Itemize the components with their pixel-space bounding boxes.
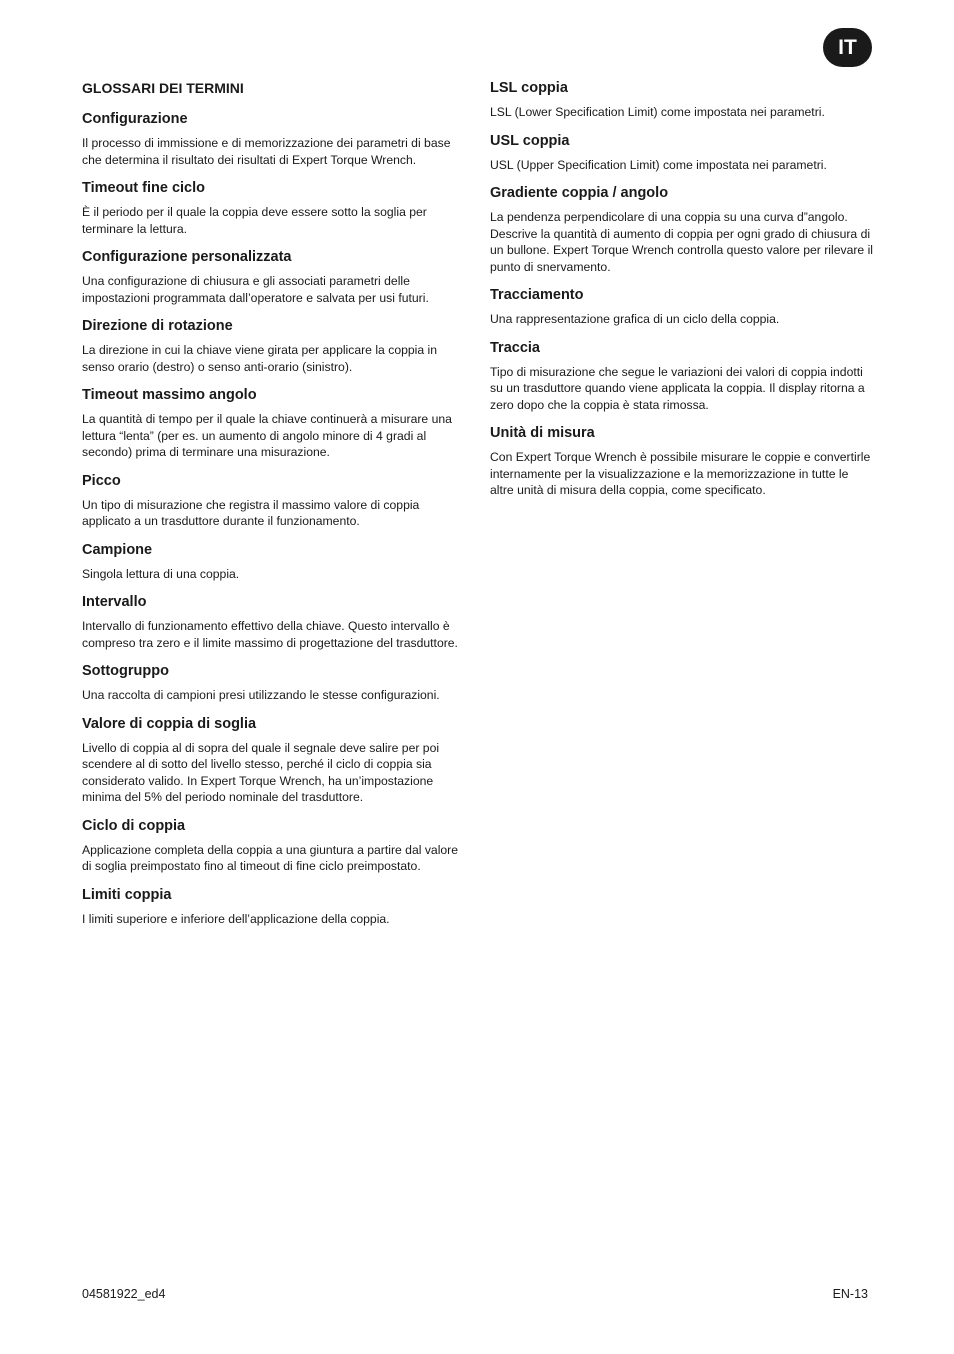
term-title: Configurazione personalizzata [82, 249, 292, 265]
glossary-term [490, 183, 874, 275]
glossary-term [82, 816, 466, 875]
glossary-term [82, 885, 466, 928]
glossary-term [82, 540, 466, 583]
term-title: Timeout massimo angolo [82, 387, 257, 403]
term-title: LSL coppia [490, 80, 568, 96]
term-title: Traccia [490, 339, 540, 356]
term-title: Gradiente coppia / angolo [490, 185, 669, 201]
glossary-term [82, 714, 466, 806]
term-title: Ciclo di coppia [82, 817, 186, 834]
term-definition: Tipo di misurazione che segue le variazioni dei valori di coppia indotti su un trasduttore quando viene applicata la coppia. Il display ritorna a zero dopo che la coppia è stata rimossa. [490, 364, 865, 412]
left-column [82, 78, 466, 937]
term-definition: La direzione in cui la chiave viene girata per applicare la coppia in senso orario (destro) o senso anti-orario (sinistro). [82, 343, 438, 374]
glossary-term [82, 109, 466, 168]
term-definition: I limiti superiore e inferiore dell’applicazione della coppia. [82, 911, 390, 926]
term-definition: LSL (Lower Specification Limit) come impostata nei parametri. [490, 105, 825, 119]
term-definition: Una raccolta di campioni presi utilizzando le stesse configurazioni. [82, 688, 440, 702]
term-title: Campione [82, 541, 153, 558]
glossary-term [82, 471, 466, 530]
term-definition: È il periodo per il quale la coppia deve essere sotto la soglia per terminare la lettura. [82, 205, 427, 236]
term-title: Timeout fine ciclo [82, 180, 206, 196]
term-definition: USL (Upper Specification Limit) come impostata nei parametri. [490, 157, 827, 172]
footer-page-number: EN-13 [832, 1287, 868, 1301]
right-column [490, 78, 874, 509]
glossary-term [82, 661, 466, 704]
glossary-term [490, 338, 874, 414]
term-definition: Con Expert Torque Wrench è possibile misurare le coppie e convertirle internamente per la visualizzazione e la memorizzazione in tutte le altre unità di misura della coppia, come specificato. [490, 450, 871, 497]
term-title: Configurazione [82, 111, 188, 127]
glossary-term [82, 316, 466, 375]
document-title: GLOSSARI DEI TERMINI [82, 80, 244, 96]
term-definition: Intervallo di funzionamento effettivo della chiave. Questo intervallo è compreso tra zero e il limite massimo di progettazione del trasduttore. [82, 619, 458, 650]
term-title: Sottogruppo [82, 663, 169, 679]
glossary-term [82, 178, 466, 237]
term-title: Limiti coppia [82, 886, 172, 903]
term-definition: La pendenza perpendicolare di una coppia su una curva d”angolo. Descrive la quantità di aumento di coppia per ogni grado di chiusura di un bullone. Expert Torque Wrench controlla questo valore per rilevare il punto di snervamento. [490, 210, 873, 274]
glossary-term [490, 285, 874, 328]
term-title: Valore di coppia di soglia [82, 715, 257, 732]
term-title: Picco [82, 472, 121, 489]
term-definition: Applicazione completa della coppia a una giuntura a partire dal valore di soglia preimpostato fino al timeout di fine ciclo preimpostato. [82, 842, 459, 873]
term-definition: Una rappresentazione grafica di un ciclo della coppia. [490, 312, 780, 326]
term-title: Direzione di rotazione [82, 318, 233, 334]
term-definition: Singola lettura di una coppia. [82, 566, 240, 581]
term-definition: Una configurazione di chiusura e gli associati parametri delle impostazioni programmata dall’operatore e salvata per usi futuri. [82, 274, 429, 305]
glossary-term [490, 423, 874, 499]
glossary-term [490, 131, 874, 174]
term-title: USL coppia [490, 132, 570, 149]
glossary-term [490, 78, 874, 121]
term-title: Unità di misura [490, 425, 595, 441]
term-title: Intervallo [82, 594, 147, 610]
footer-doc-code: 04581922_ed4 [82, 1287, 166, 1301]
term-definition: La quantità di tempo per il quale la chiave continuerà a misurare una lettura “lenta” (per es. un aumento di angolo minore di 4 gradi al secondo) prima di terminare una misurazione. [82, 412, 452, 459]
glossary-term [82, 247, 466, 306]
glossary-term [82, 592, 466, 651]
term-definition: Un tipo di misurazione che registra il massimo valore di coppia applicato a un trasduttore durante il funzionamento. [82, 497, 420, 528]
term-definition: Il processo di immissione e di memorizzazione dei parametri di base che determina il risultato dei risultati di Expert Torque Wrench. [82, 136, 451, 167]
term-title: Tracciamento [490, 287, 584, 303]
term-definition: Livello di coppia al di sopra del quale il segnale deve salire per poi scendere al di sotto del livello stesso, perché il ciclo di coppia sia considerato valido. In Expert Torque Wrench, ha un’impostazione minima del 5% del periodo nominale del trasduttore. [82, 740, 440, 804]
language-badge: IT [823, 28, 872, 67]
glossary-term [82, 385, 466, 461]
